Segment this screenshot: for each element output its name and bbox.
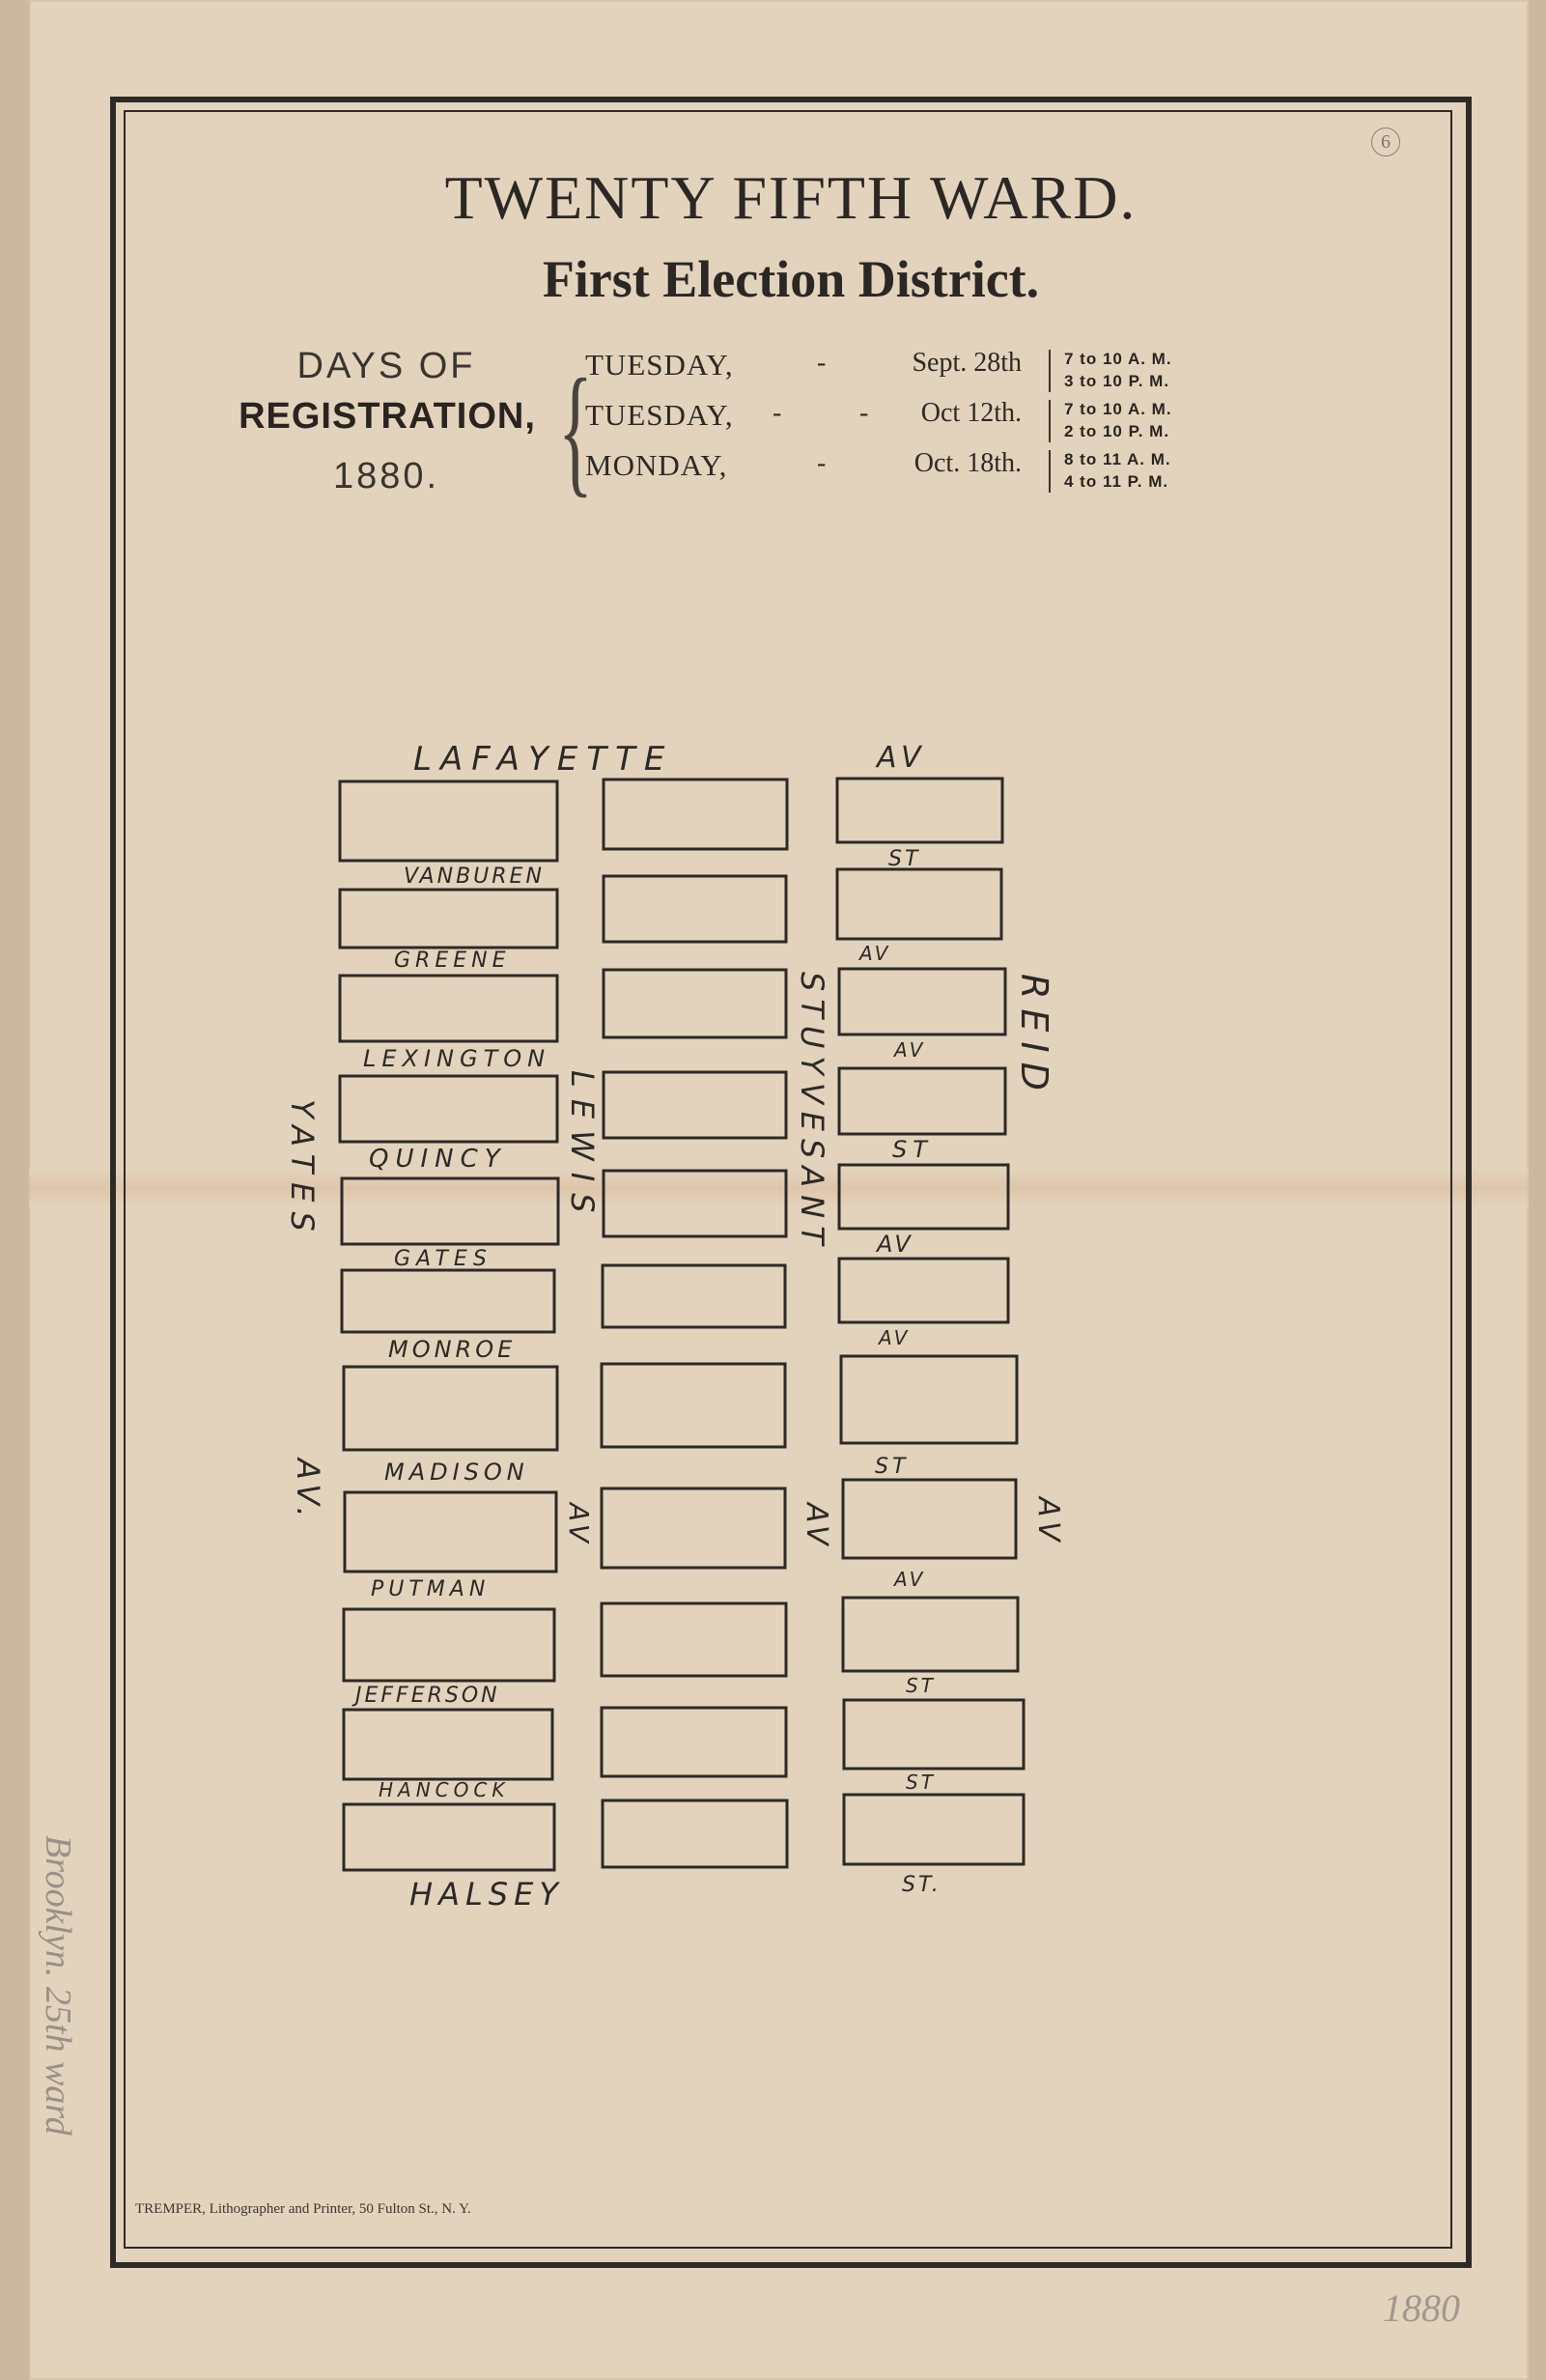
city-block — [843, 1480, 1016, 1558]
schedule-day: MONDAY, — [585, 448, 728, 482]
pencil-year: 1880 — [1383, 2286, 1460, 2330]
street-label-gates: GATES — [394, 1247, 492, 1271]
street-label-monroe: MONROE — [388, 1336, 517, 1363]
printer-imprint: TREMPER, Lithographer and Printer, 50 Fulton St., N. Y. — [135, 2201, 471, 2217]
schedule-dash: - — [817, 348, 827, 378]
city-block — [844, 1700, 1024, 1769]
hours-line: 3 to 10 P. M. — [1064, 372, 1170, 390]
street-suffix-gates: AV — [877, 1231, 914, 1258]
street-label-greene: GREENE — [394, 949, 511, 973]
city-block — [604, 779, 787, 849]
schedule-date: Oct. 18th. — [914, 448, 1022, 478]
street-suffix-hancock: ST — [906, 1771, 936, 1794]
hours-line: 2 to 10 P. M. — [1064, 422, 1170, 440]
street-label-lafayette: LAFAYETTE — [413, 740, 674, 779]
street-suffix-yates: AV. — [290, 1459, 326, 1523]
page-subtitle: First Election District. — [542, 250, 1040, 308]
street-label-yates: YATES — [284, 1099, 321, 1241]
city-block — [602, 1364, 785, 1447]
city-block — [603, 1800, 787, 1867]
schedule-date: Sept. 28th — [912, 348, 1022, 378]
hours-line: 4 to 11 P. M. — [1064, 472, 1169, 491]
street-label-quincy: QUINCY — [369, 1145, 507, 1174]
street-label-hancock: HANCOCK — [379, 1778, 510, 1801]
pencil-number: 6 — [1371, 128, 1400, 156]
street-suffix-vanburen: ST — [888, 847, 921, 871]
registration-label: REGISTRATION, — [239, 396, 536, 437]
city-block — [841, 1356, 1017, 1443]
street-suffix-stuyvesant: AV — [800, 1503, 833, 1549]
schedule-dash: - — [859, 398, 869, 428]
street-label-putman: PUTMAN — [371, 1577, 491, 1601]
city-block — [604, 876, 786, 942]
city-block — [344, 1804, 554, 1870]
street-suffix-madison: ST — [875, 1455, 910, 1479]
street-label-lexington: LEXINGTON — [363, 1045, 551, 1072]
city-block — [602, 1603, 786, 1676]
schedule-date: Oct 12th. — [920, 398, 1022, 428]
city-block — [604, 970, 786, 1037]
schedule-day: TUESDAY, — [585, 398, 734, 432]
city-block — [837, 869, 1001, 939]
city-block — [340, 890, 557, 948]
street-suffix-halsey: ST. — [902, 1873, 942, 1897]
street-suffix-putman: AV — [894, 1568, 926, 1591]
city-block — [344, 1367, 557, 1450]
city-block — [839, 1165, 1008, 1229]
street-suffix-greene: AV — [859, 942, 891, 965]
schedule-day: TUESDAY, — [585, 348, 734, 382]
street-label-reid: REID — [1013, 974, 1055, 1100]
schedule-dash: - — [817, 448, 827, 478]
city-block — [839, 969, 1005, 1034]
street-label-vanburen: VANBUREN — [404, 864, 545, 889]
city-block — [602, 1488, 785, 1568]
street-label-madison: MADISON — [384, 1459, 529, 1486]
registration-year: 1880. — [332, 456, 440, 496]
days-of-label: DAYS OF — [296, 346, 476, 386]
city-block — [837, 779, 1002, 842]
city-block — [844, 1795, 1024, 1864]
street-suffix-quincy: ST — [892, 1136, 933, 1163]
street-suffix-lafayette: AV — [877, 741, 927, 775]
city-block — [839, 1068, 1005, 1134]
city-block — [344, 1710, 552, 1779]
street-suffix-jefferson: ST — [906, 1674, 936, 1697]
city-block — [843, 1598, 1018, 1671]
street-suffix-lewis: AV — [563, 1503, 595, 1546]
hours-line: 7 to 10 A. M. — [1064, 400, 1172, 418]
city-block — [342, 1178, 558, 1244]
city-block — [602, 1708, 786, 1776]
pencil-annotation: Brooklyn. 25th ward — [38, 1835, 78, 2136]
city-block — [344, 1609, 554, 1681]
city-block — [604, 1171, 786, 1236]
street-label-lewis: LEWIS — [564, 1070, 601, 1225]
schedule-dash: - — [773, 398, 782, 428]
city-block — [604, 1072, 786, 1138]
city-block — [839, 1259, 1008, 1322]
city-block — [342, 1270, 554, 1332]
street-label-halsey: HALSEY — [409, 1876, 564, 1912]
brace-icon: { — [558, 350, 593, 510]
page-title: TWENTY FIFTH WARD. — [444, 163, 1138, 232]
city-block — [603, 1265, 785, 1327]
city-block — [345, 1492, 556, 1572]
city-block — [340, 781, 557, 861]
hours-line: 8 to 11 A. M. — [1064, 450, 1171, 468]
street-suffix-reid: AV — [1031, 1497, 1065, 1547]
city-block — [340, 1076, 557, 1142]
city-block — [340, 976, 557, 1041]
street-label-jefferson: JEFFERSON — [355, 1684, 500, 1708]
street-suffix-lexington: AV — [894, 1038, 926, 1062]
street-suffix-monroe: AV — [879, 1326, 911, 1349]
street-label-stuyvesant: STUYVESANT — [794, 972, 830, 1253]
hours-line: 7 to 10 A. M. — [1064, 350, 1172, 368]
